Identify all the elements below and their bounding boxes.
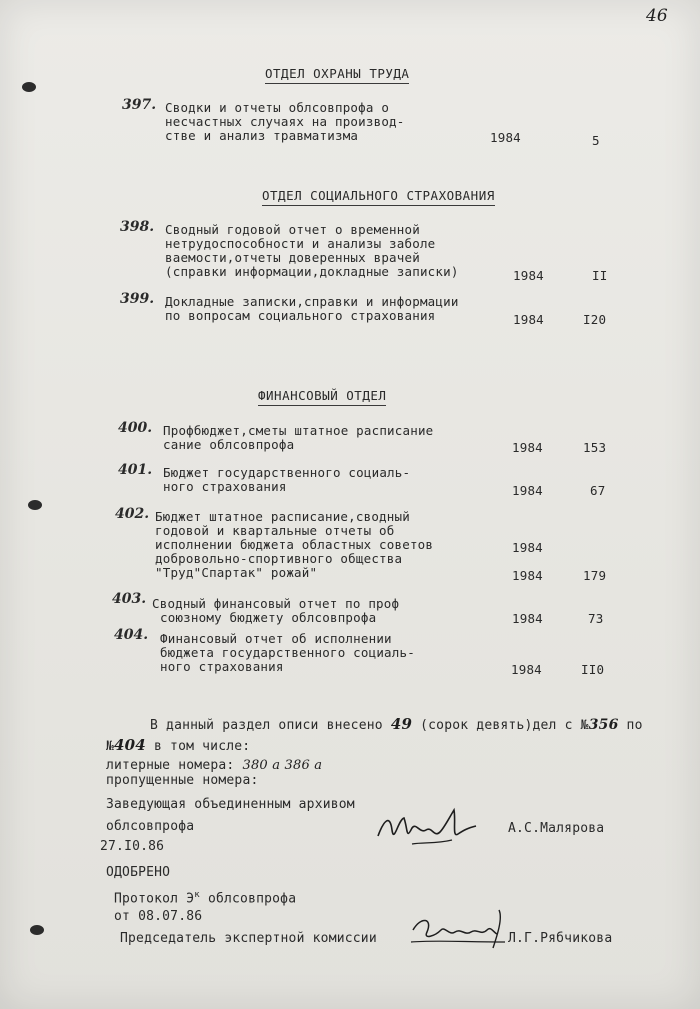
signature-ryabchikova [405,908,515,956]
item-line: Финансовый отчет об исполнении [160,631,392,646]
item-year: 1984 [512,540,543,555]
item-line: Сводный годовой отчет о временной [165,222,420,237]
item-line: добровольно-спортивного общества [155,551,403,566]
item-number-400: 400. [118,420,153,436]
item-number-401: 401. [118,462,153,478]
item-line: (справки информации,докладные записки) [165,264,459,279]
item-line: Докладные записки,справки и информации [165,294,459,309]
item-line: Сводный финансовый отчет по проф [152,596,400,611]
item-line: годовой и квартальные отчеты об [155,523,395,538]
binding-hole [22,82,36,92]
item-line: Бюджет государственного социаль- [163,465,411,480]
item-line: сание облсовпрофа [163,437,295,452]
item-year-2: 1984 [512,568,543,583]
item-year: 1984 [512,440,543,455]
approved-label: ОДОБРЕНО [106,865,171,880]
signoff-name: А.С.Малярова [508,821,605,836]
summary-text: в том числе: [153,739,251,754]
item-number-404: 404. [114,627,149,643]
protocol-text: Протокол Э [114,891,195,907]
protocol-sup: к [194,890,200,900]
item-year: 1984 [512,483,543,498]
item-sheets: I20 [583,312,607,327]
item-sheets: 153 [583,440,607,455]
item-year: 1984 [513,268,544,283]
count-handwritten: 49 [390,715,413,733]
binding-hole [30,925,44,935]
item-line: Бюджет штатное расписание,сводный [155,509,410,524]
item-number-399: 399. [120,291,155,307]
item-sheets: 5 [592,133,600,148]
item-number-397: 397. [122,97,157,113]
item-sheets: II [592,268,608,283]
protocol-rest: облсовпрофа [207,891,297,907]
missing-numbers-label: пропущенные номера: [106,773,259,788]
item-line: несчастных случаях на производ- [165,114,405,129]
signoff-role-line1: Заведующая объединенным архивом [106,797,355,812]
summary-text: В данный раздел описи внесено [150,718,383,733]
item-number-402: 402. [115,506,150,522]
item-line: исполнении бюджета областных советов [155,537,434,552]
to-number-handwritten: 404 [114,736,146,754]
item-sheets: 179 [583,568,607,583]
literal-label: литерные номера: [106,758,235,773]
item-sheets: 67 [590,483,606,498]
binding-hole [28,500,42,510]
item-year: 1984 [512,611,543,626]
summary-line1 [150,715,643,733]
item-year: 1984 [513,312,544,327]
item-line: Сводки и отчеты облсовпрофа о [165,100,390,115]
item-line: бюджета государственного социаль- [160,645,415,660]
item-sheets: 73 [588,611,604,626]
signoff-role-line2: облсовпрофа [106,819,195,834]
item-sheets: II0 [581,662,605,677]
summary-line2 [106,736,251,754]
literal-numbers [106,759,322,772]
item-line: ваемости,отчеты доверенных врачей [165,250,420,265]
signoff-date: 27.I0.86 [100,839,165,854]
item-line: союзному бюджету облсовпрофа [160,610,377,625]
item-year: 1984 [511,662,542,677]
item-number-398: 398. [120,219,155,235]
item-line: стве и анализ травматизма [165,128,359,143]
item-line: ного страхования [160,659,284,674]
protocol-date: от 08.07.86 [114,909,203,924]
count-words: (сорок девять) [420,718,533,733]
literal-handwritten: 380 а 386 а [242,758,323,773]
from-number-handwritten: 356 [588,717,619,733]
protocol-line [114,889,296,905]
item-year: 1984 [490,130,521,145]
item-line: по вопросам социального страхования [165,308,436,323]
chair-label: Председатель экспертной комиссии [120,931,377,946]
section-heading-social: ОТДЕЛ СОЦИАЛЬНОГО СТРАХОВАНИЯ [262,188,495,206]
item-line: ного страхования [163,479,287,494]
section-heading-finance: ФИНАНСОВЫЙ ОТДЕЛ [258,388,386,406]
item-number-403: 403. [112,591,147,607]
chair-name: Л.Г.Рябчикова [508,931,613,946]
signature-malyarova [372,800,482,852]
summary-text: № [106,739,115,754]
summary-text: по [626,718,643,733]
item-line: Профбюджет,сметы штатное расписание [163,423,434,438]
page-number: 46 [646,6,668,26]
section-heading-labor: ОТДЕЛ ОХРАНЫ ТРУДА [265,66,409,84]
item-line: "Труд"Спартак" рожай" [155,565,318,580]
summary-text: дел с № [532,718,589,733]
item-line: нетрудоспособности и анализы заболе [165,236,436,251]
